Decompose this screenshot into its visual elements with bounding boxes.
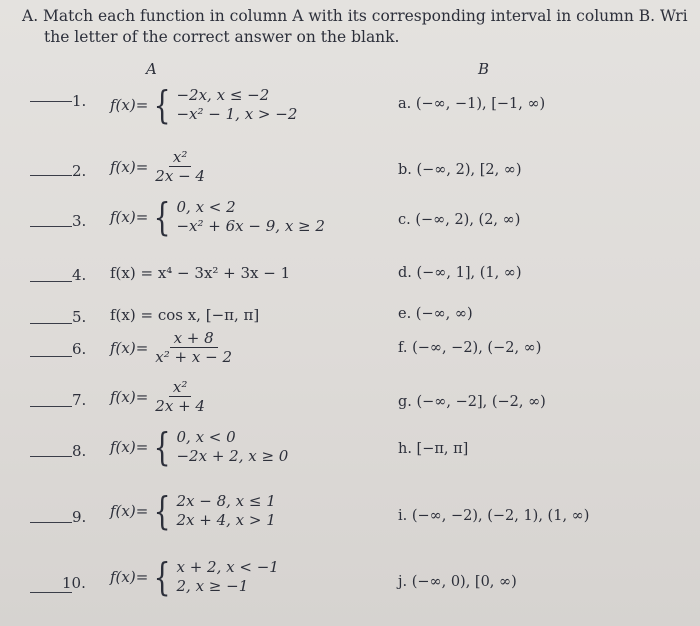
item-number: 1. xyxy=(72,92,87,110)
function-expression xyxy=(110,83,298,127)
function-expression xyxy=(110,555,279,599)
function-expression xyxy=(110,378,209,415)
case-1: 0, x < 0 xyxy=(176,428,236,446)
item-number: 6. xyxy=(72,340,87,358)
brace: { xyxy=(153,489,171,533)
case-1: x + 2, x < −1 xyxy=(176,558,279,576)
function-name: f(x)= xyxy=(110,157,149,176)
brace: { xyxy=(153,555,171,599)
item-number: 3. xyxy=(72,212,87,230)
instructions-line-2: the letter of the correct answer on the blank. xyxy=(44,28,400,46)
answer-blank[interactable] xyxy=(30,281,72,282)
answer-choice-b: b. (−∞, 2), [2, ∞) xyxy=(398,162,522,178)
instructions-line-1: A. Match each function in column A with its corresponding interval in column B. Wri xyxy=(22,7,688,25)
answer-choice-g: g. (−∞, −2], (−2, ∞) xyxy=(398,394,546,410)
function-name: f(x)= xyxy=(110,568,149,586)
item-number: 5. xyxy=(72,308,87,326)
answer-blank[interactable] xyxy=(30,406,72,407)
column-b-header: B xyxy=(478,60,490,78)
answer-blank[interactable] xyxy=(30,101,72,102)
brace: { xyxy=(153,83,171,127)
function-name: f(x)= xyxy=(110,208,149,226)
denominator: x² + x − 2 xyxy=(155,348,232,366)
answer-blank[interactable] xyxy=(30,175,72,176)
function-name: f(x)= xyxy=(110,387,149,406)
function-expression xyxy=(110,195,325,239)
case-2: −x² + 6x − 9, x ≥ 2 xyxy=(176,217,325,235)
function-expression xyxy=(110,329,236,366)
answer-blank[interactable] xyxy=(30,522,72,523)
item-number: 2. xyxy=(72,162,87,180)
item-number: 9. xyxy=(72,508,87,526)
case-1: 0, x < 2 xyxy=(176,198,236,216)
answer-choice-j: j. (−∞, 0), [0, ∞) xyxy=(398,574,517,590)
answer-choice-e: e. (−∞, ∞) xyxy=(398,306,473,322)
numerator: x² xyxy=(169,148,191,167)
numerator: x² xyxy=(169,378,191,397)
numerator: x + 8 xyxy=(170,329,218,348)
brace: { xyxy=(153,195,171,239)
answer-blank[interactable] xyxy=(30,456,72,457)
answer-blank[interactable] xyxy=(30,226,72,227)
case-2: −2x + 2, x ≥ 0 xyxy=(176,447,289,465)
function-name: f(x)= xyxy=(110,502,149,520)
item-number: 7. xyxy=(72,391,87,409)
function-expression xyxy=(110,425,289,469)
item-number: 10. xyxy=(62,574,86,592)
case-1: 2x − 8, x ≤ 1 xyxy=(176,492,276,510)
answer-blank[interactable] xyxy=(30,323,72,324)
answer-choice-d: d. (−∞, 1], (1, ∞) xyxy=(398,265,522,281)
function-name: f(x)= xyxy=(110,338,149,357)
answer-choice-f: f. (−∞, −2), (−2, ∞) xyxy=(398,340,542,356)
answer-choice-c: c. (−∞, 2), (2, ∞) xyxy=(398,212,521,228)
denominator: 2x + 4 xyxy=(155,397,205,415)
case-2: 2, x ≥ −1 xyxy=(176,577,249,595)
brace: { xyxy=(153,425,171,469)
function-expression xyxy=(110,148,209,185)
item-number: 4. xyxy=(72,266,87,284)
answer-blank[interactable] xyxy=(30,592,72,593)
function-expression: f(x) = x⁴ − 3x² + 3x − 1 xyxy=(110,264,291,282)
column-a-header: A xyxy=(146,60,157,78)
answer-choice-h: h. [−π, π] xyxy=(398,441,469,457)
item-number: 8. xyxy=(72,442,87,460)
function-expression: f(x) = cos x, [−π, π] xyxy=(110,306,260,324)
function-name: f(x)= xyxy=(110,96,149,114)
answer-choice-a: a. (−∞, −1), [−1, ∞) xyxy=(398,96,546,112)
function-expression xyxy=(110,489,276,533)
case-2: 2x + 4, x > 1 xyxy=(176,511,276,529)
case-2: −x² − 1, x > −2 xyxy=(176,105,298,123)
instructions xyxy=(22,6,700,48)
function-name: f(x)= xyxy=(110,438,149,456)
answer-blank[interactable] xyxy=(30,356,72,357)
answer-choice-i: i. (−∞, −2), (−2, 1), (1, ∞) xyxy=(398,508,590,524)
case-1: −2x, x ≤ −2 xyxy=(176,86,270,104)
denominator: 2x − 4 xyxy=(155,167,205,185)
